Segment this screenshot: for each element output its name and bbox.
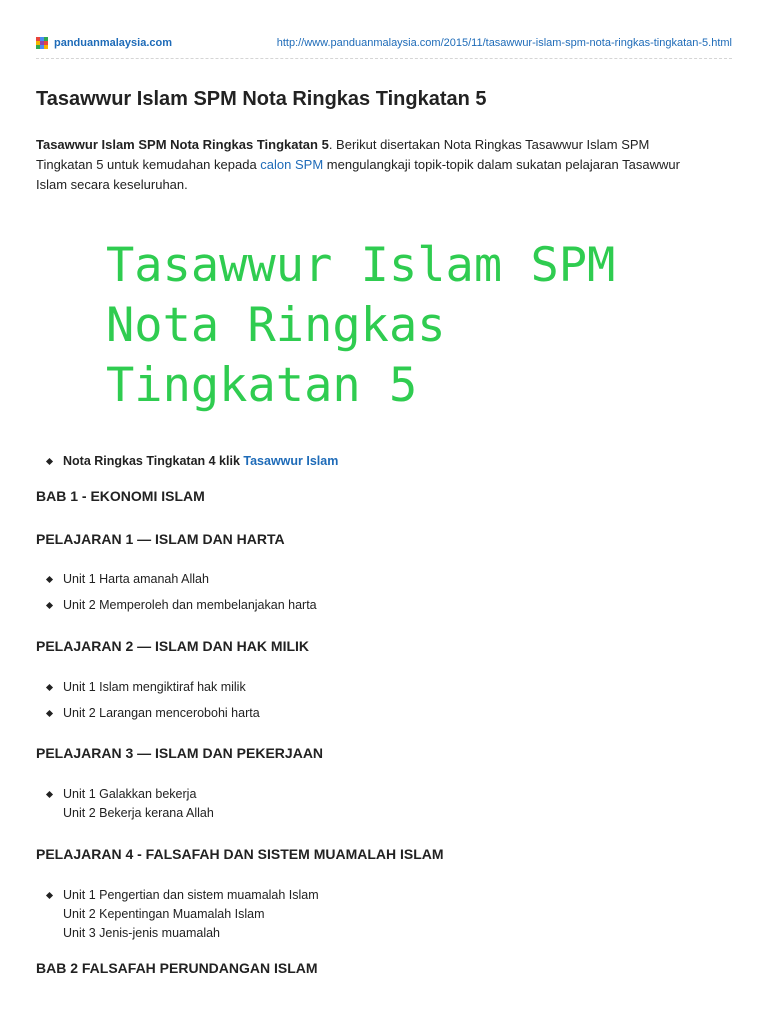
list-item: Unit 2 Bekerja kerana Allah — [63, 806, 214, 820]
list-item — [46, 452, 338, 471]
list-item: Unit 1 Pengertian dan sistem muamalah Islam — [46, 886, 319, 905]
pelajaran4-heading: PELAJARAN 4 - FALSAFAH DAN SISTEM MUAMALAH ISLAM — [36, 846, 444, 862]
list-item: Unit 1 Harta amanah Allah — [46, 570, 317, 589]
logo-tile — [44, 45, 48, 49]
page-url-link[interactable]: http://www.panduanmalaysia.com/2015/11/tasawwur-islam-spm-nota-ringkas-tingkatan-5.html — [276, 37, 732, 49]
list-item: Unit 1 Islam mengiktiraf hak milik — [46, 678, 260, 697]
site-name-link[interactable]: panduanmalaysia.com — [54, 37, 172, 49]
hero-line-1: Tasawwur Islam SPM — [106, 238, 616, 293]
intro-text-1: . Berikut disertakan Nota Ringkas Tasawwur Islam SPM Tingkatan 5 untuk kemudahan kepada — [36, 137, 650, 172]
intro-bold-lead: Tasawwur Islam SPM Nota Ringkas Tingkatan 5 — [36, 137, 329, 152]
hero-line-2: Nota Ringkas — [106, 298, 446, 353]
header-divider — [36, 58, 732, 59]
intro-text-2: mengulangkaji topik-topik dalam sukatan pelajaran Tasawwur Islam secara keseluruhan. — [36, 157, 680, 192]
list-item: Unit 2 Kepentingan Muamalah Islam — [63, 907, 265, 921]
list-item: Unit 1 Galakkan bekerja — [46, 785, 214, 804]
pelajaran3-heading: PELAJARAN 3 — ISLAM DAN PEKERJAAN — [36, 745, 324, 761]
bab1-heading: BAB 1 - EKONOMI ISLAM — [36, 488, 205, 504]
intro-paragraph — [36, 135, 696, 195]
pelajaran1-heading: PELAJARAN 1 — ISLAM DAN HARTA — [36, 531, 285, 547]
list-item: Unit 2 Larangan mencerobohi harta — [46, 704, 260, 723]
hero-banner-image — [106, 236, 615, 416]
list-item: Unit 3 Jenis-jenis muamalah — [63, 926, 221, 940]
page-header — [36, 36, 732, 52]
tasawwur-islam-link[interactable]: Tasawwur Islam — [243, 454, 339, 468]
pelajaran2-heading: PELAJARAN 2 — ISLAM DAN HAK MILIK — [36, 638, 310, 654]
pelajaran3-units — [46, 785, 214, 823]
article-title: Tasawwur Islam SPM Nota Ringkas Tingkatan 5 — [36, 88, 487, 110]
pelajaran1-units — [46, 570, 317, 615]
tingkatan4-text: Nota Ringkas Tingkatan 4 klik — [63, 454, 244, 468]
tingkatan4-list — [46, 452, 338, 471]
calon-spm-link[interactable]: calon SPM — [260, 157, 324, 172]
hero-line-3: Tingkatan 5 — [106, 358, 418, 413]
site-logo-icon — [36, 37, 48, 49]
pelajaran4-units — [46, 886, 319, 943]
list-item: Unit 2 Memperoleh dan membelanjakan harta — [46, 596, 317, 615]
pelajaran2-units — [46, 678, 260, 723]
bab2-heading: BAB 2 FALSAFAH PERUNDANGAN ISLAM — [36, 960, 318, 976]
